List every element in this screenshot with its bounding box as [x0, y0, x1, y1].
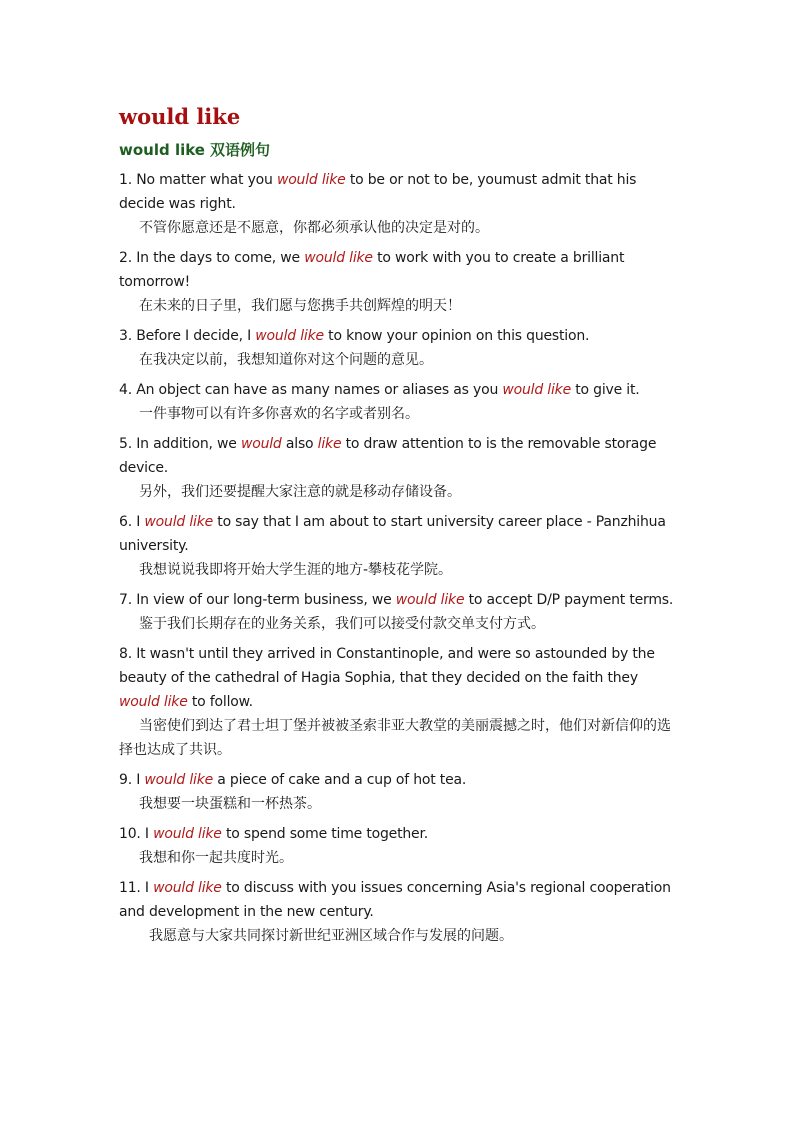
highlighted-phrase: would like	[395, 592, 465, 608]
example-sentence-en: 4. An object can have as many names or aliases as you would like to give it.	[119, 382, 640, 398]
example-translation-cn: 我愿意与大家共同探讨新世纪亚洲区域合作与发展的问题。	[149, 928, 513, 944]
example-sentence-en: 11. I would like to discuss with you issues concerning Asia's regional cooperation and development in the new century.	[119, 880, 671, 920]
example-4	[119, 378, 679, 426]
example-sentence-en: 6. I would like to say that I am about to start university career place - Panzhihua university.	[119, 514, 666, 554]
example-translation-cn: 当密使们到达了君士坦丁堡并被被圣索非亚大教堂的美丽震撼之时，他们对新信仰的选择也达成了共识。	[119, 718, 671, 758]
example-sentence-en: 7. In view of our long-term business, we would like to accept D/P payment terms.	[119, 592, 674, 608]
example-9	[119, 768, 679, 816]
document-page	[119, 102, 679, 954]
example-translation-cn: 鉴于我们长期存在的业务关系，我们可以接受付款交单支付方式。	[139, 616, 545, 632]
highlighted-phrase: would	[240, 436, 282, 452]
section-heading-en: would like	[119, 141, 205, 159]
example-translation-cn: 我想要一块蛋糕和一杯热茶。	[139, 796, 321, 812]
example-sentence-en: 10. I would like to spend some time together.	[119, 826, 428, 842]
example-2	[119, 246, 679, 318]
example-1	[119, 168, 679, 240]
example-sentence-en: 1. No matter what you would like to be or not to be, youmust admit that his decide was right.	[119, 172, 637, 212]
example-sentence-en: 2. In the days to come, we would like to work with you to create a brilliant tomorrow!	[119, 250, 625, 290]
section-heading-cn: 双语例句	[209, 141, 270, 159]
highlighted-phrase: would like	[276, 172, 346, 188]
highlighted-phrase: would like	[144, 772, 214, 788]
highlighted-phrase: would like	[304, 250, 373, 266]
example-translation-cn: 在未来的日子里，我们愿与您携手共创辉煌的明天！	[139, 298, 461, 314]
example-7	[119, 588, 679, 636]
example-11	[119, 876, 679, 948]
example-translation-cn: 不管你愿意还是不愿意，你都必须承认他的决定是对的。	[139, 220, 489, 236]
highlighted-phrase: would like	[502, 382, 571, 398]
highlighted-phrase: like	[317, 436, 342, 452]
highlighted-phrase: would like	[119, 694, 188, 710]
example-translation-cn: 我想说说我即将开始大学生涯的地方-攀枝花学院。	[139, 562, 453, 578]
example-translation-cn: 我想和你一起共度时光。	[139, 850, 293, 866]
example-sentence-en: 5. In addition, we would also like to draw attention to is the removable storage device.	[119, 436, 657, 476]
example-6	[119, 510, 679, 582]
highlighted-phrase: would like	[153, 880, 222, 896]
example-sentence-en: 3. Before I decide, I would like to know your opinion on this question.	[119, 328, 590, 344]
example-translation-cn: 一件事物可以有许多你喜欢的名字或者别名。	[139, 406, 419, 422]
highlighted-phrase: would like	[255, 328, 324, 344]
example-3	[119, 324, 679, 372]
page-title: would like	[119, 104, 241, 129]
example-5	[119, 432, 679, 504]
highlighted-phrase: would like	[144, 514, 214, 530]
example-sentence-en: 9. I would like a piece of cake and a cup of hot tea.	[119, 772, 467, 788]
example-translation-cn: 另外，我们还要提醒大家注意的就是移动存储设备。	[139, 484, 461, 500]
section-heading	[119, 138, 679, 162]
example-translation-cn: 在我决定以前，我想知道你对这个问题的意见。	[139, 352, 433, 368]
example-sentence-en: 8. It wasn't until they arrived in Constantinople, and were so astounded by the beauty of the cathedral of Hagia Sophia, that they decided on the faith they would like to follow.	[119, 646, 655, 710]
example-8	[119, 642, 679, 762]
example-10	[119, 822, 679, 870]
highlighted-phrase: would like	[153, 826, 222, 842]
